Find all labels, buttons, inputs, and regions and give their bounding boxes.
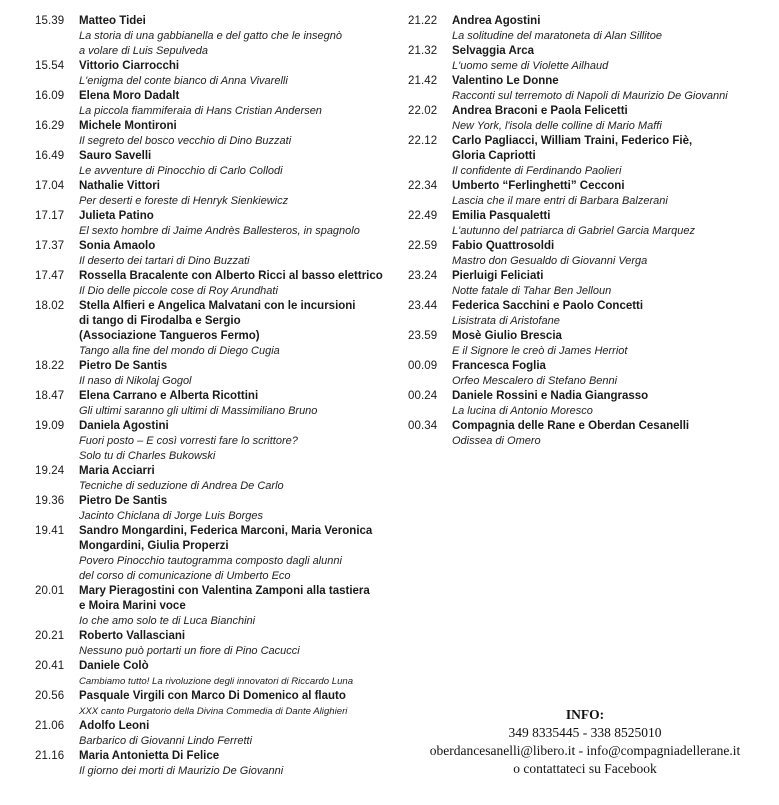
info-box (400, 706, 770, 778)
schedule-entry (408, 209, 768, 239)
entry-work: Per deserti e foreste di Henryk Sienkiewicz (79, 195, 289, 207)
entry-body (79, 464, 387, 494)
info-phones: 349 8335445 - 338 8525010 (508, 725, 662, 740)
entry-work: Io che amo solo te di Luca Bianchini (79, 615, 256, 627)
entry-performer: Stella Alfieri e Angelica Malvatani con le incursioni di tango di Firodalba e Sergio (Associazione Tangueros Fermo) (79, 300, 356, 342)
entry-performer: Andrea Agostini (452, 15, 541, 27)
entry-time: 17.47 (35, 270, 65, 282)
entry-work: Il segreto del bosco vecchio di Dino Buzzati (79, 135, 292, 147)
entry-time: 23.44 (408, 300, 438, 312)
entry-body (79, 749, 387, 779)
schedule-entry (35, 419, 387, 464)
entry-time: 23.59 (408, 330, 438, 342)
entry-work: Lascia che il mare entri di Barbara Balzerani (452, 195, 668, 207)
entry-work: El sexto hombre di Jaime Andrès Ballesteros, in spagnolo (79, 225, 360, 237)
schedule-entry (35, 389, 387, 419)
entry-time: 21.06 (35, 720, 65, 732)
entry-body (79, 524, 387, 584)
entry-body (452, 239, 768, 269)
schedule-entry (35, 689, 387, 719)
entry-time: 20.56 (35, 690, 65, 702)
entry-body (79, 719, 387, 749)
entry-performer: Umberto “Ferlinghetti” Cecconi (452, 180, 625, 192)
entry-work: La solitudine del maratoneta di Alan Sillitoe (452, 30, 662, 42)
schedule-entry (35, 209, 387, 239)
entry-performer: Matteo Tidei (79, 15, 146, 27)
entry-time: 22.34 (408, 180, 438, 192)
schedule-entry (35, 59, 387, 89)
schedule-entry (408, 134, 768, 179)
entry-time: 21.42 (408, 75, 438, 87)
entry-body (452, 269, 768, 299)
entry-work: La lucina di Antonio Moresco (452, 405, 593, 417)
entry-performer: Pietro De Santis (79, 360, 168, 372)
entry-performer: Mary Pieragostini con Valentina Zamponi alla tastiera e Moira Marini voce (79, 585, 370, 612)
entry-time: 15.54 (35, 60, 65, 72)
entry-performer: Fabio Quattrosoldi (452, 240, 555, 252)
schedule-entry (408, 44, 768, 74)
schedule-entry (408, 329, 768, 359)
entry-time: 18.02 (35, 300, 65, 312)
entry-work: Barbarico di Giovanni Lindo Ferretti (79, 735, 253, 747)
entry-performer: Pietro De Santis (79, 495, 168, 507)
entry-body (452, 134, 768, 179)
entry-performer: Francesca Foglia (452, 360, 546, 372)
entry-work: Tango alla fine del mondo di Diego Cugia (79, 345, 280, 357)
entry-performer: Adolfo Leoni (79, 720, 150, 732)
entry-performer: Pierluigi Feliciati (452, 270, 544, 282)
schedule-entry (35, 629, 387, 659)
schedule-entry (35, 359, 387, 389)
entry-performer: Daniele Rossini e Nadia Giangrasso (452, 390, 649, 402)
info-facebook: o contattateci su Facebook (513, 761, 657, 776)
entry-work: Nessuno può portarti un fiore di Pino Cacucci (79, 645, 300, 657)
entry-body (79, 299, 387, 359)
schedule-right-column (408, 14, 768, 449)
entry-work: L'uomo seme di Violette Ailhaud (452, 60, 609, 72)
entry-body (452, 329, 768, 359)
entry-body (79, 209, 387, 239)
entry-time: 17.04 (35, 180, 65, 192)
entry-time: 23.24 (408, 270, 438, 282)
entry-work: Odissea di Omero (452, 435, 541, 447)
entry-performer: Elena Carrano e Alberta Ricottini (79, 390, 259, 402)
entry-body (79, 419, 387, 464)
schedule-entry (35, 89, 387, 119)
entry-body (452, 179, 768, 209)
entry-body (79, 14, 387, 59)
entry-body (452, 104, 768, 134)
entry-work: Tecniche di seduzione di Andrea De Carlo (79, 480, 284, 492)
entry-body (452, 389, 768, 419)
entry-performer: Maria Antonietta Di Felice (79, 750, 220, 762)
entry-performer: Carlo Pagliacci, William Traini, Federico Fiè, Gloria Capriotti (452, 135, 693, 162)
entry-time: 18.22 (35, 360, 65, 372)
info-emails: oberdancesanelli@libero.it - info@compagniadellerane.it (429, 743, 741, 758)
entry-time: 00.09 (408, 360, 438, 372)
entry-work: L'autunno del patriarca di Gabriel Garcia Marquez (452, 225, 696, 237)
entry-time: 17.17 (35, 210, 65, 222)
entry-body (79, 494, 387, 524)
schedule-entry (35, 524, 387, 584)
entry-work: Le avventure di Pinocchio di Carlo Collodi (79, 165, 283, 177)
entry-body (79, 59, 387, 89)
entry-work: Fuori posto – E così vorresti fare lo scrittore? Solo tu di Charles Bukowski (79, 435, 298, 462)
entry-performer: Sandro Mongardini, Federica Marconi, Maria Veronica Mongardini, Giulia Properzi (79, 525, 373, 552)
schedule-entry (408, 359, 768, 389)
entry-body (79, 269, 387, 299)
entry-work: New York, l'isola delle colline di Mario Maffi (452, 120, 662, 132)
schedule-entry (35, 14, 387, 59)
schedule-entry (35, 584, 387, 629)
entry-work: Lisistrata di Aristofane (452, 315, 560, 327)
entry-work: La piccola fiammiferaia di Hans Cristian Andersen (79, 105, 322, 117)
entry-time: 18.47 (35, 390, 65, 402)
entry-time: 15.39 (35, 15, 65, 27)
entry-performer: Maria Acciarri (79, 465, 155, 477)
entry-body (79, 89, 387, 119)
entry-performer: Vittorio Ciarrocchi (79, 60, 180, 72)
entry-work: Mastro don Gesualdo di Giovanni Verga (452, 255, 648, 267)
entry-work: Il Dio delle piccole cose di Roy Arundhati (79, 285, 278, 297)
entry-time: 22.12 (408, 135, 438, 147)
schedule-entry (35, 269, 387, 299)
entry-time: 20.41 (35, 660, 65, 672)
entry-performer: Selvaggia Arca (452, 45, 535, 57)
schedule-entry (35, 659, 387, 689)
schedule-entry (408, 389, 768, 419)
entry-time: 17.37 (35, 240, 65, 252)
entry-time: 19.41 (35, 525, 65, 537)
schedule-entry (35, 239, 387, 269)
entry-work: Jacinto Chiclana di Jorge Luis Borges (79, 510, 264, 522)
entry-work: Notte fatale di Tahar Ben Jelloun (452, 285, 612, 297)
entry-performer: Compagnia delle Rane e Oberdan Cesanelli (452, 420, 690, 432)
entry-time: 21.22 (408, 15, 438, 27)
entry-performer: Michele Montironi (79, 120, 177, 132)
entry-work: Il giorno dei morti di Maurizio De Giovanni (79, 765, 284, 777)
entry-body (79, 584, 387, 629)
entry-time: 16.29 (35, 120, 65, 132)
entry-performer: Rossella Bracalente con Alberto Ricci al basso elettrico (79, 270, 383, 282)
entry-time: 21.16 (35, 750, 65, 762)
entry-performer: Elena Moro Dadalt (79, 90, 180, 102)
schedule-entry (408, 14, 768, 44)
schedule-entry (35, 464, 387, 494)
entry-work: Povero Pinocchio tautogramma composto dagli alunni del corso di comunicazione di Umberto Eco (79, 555, 342, 582)
entry-body (452, 359, 768, 389)
entry-body (452, 419, 768, 449)
entry-performer: Daniele Colò (79, 660, 149, 672)
entry-time: 22.59 (408, 240, 438, 252)
schedule-entry (35, 494, 387, 524)
entry-performer: Nathalie Vittori (79, 180, 160, 192)
entry-body (452, 14, 768, 44)
schedule-entry (35, 719, 387, 749)
entry-performer: Sonia Amaolo (79, 240, 156, 252)
entry-work: Racconti sul terremoto di Napoli di Maurizio De Giovanni (452, 90, 728, 102)
entry-time: 19.36 (35, 495, 65, 507)
schedule-entry (35, 119, 387, 149)
schedule-left-column (35, 14, 387, 779)
schedule-entry (35, 299, 387, 359)
schedule-entry (408, 104, 768, 134)
entry-performer: Andrea Braconi e Paola Felicetti (452, 105, 628, 117)
entry-time: 16.09 (35, 90, 65, 102)
schedule-entry (408, 74, 768, 104)
entry-work: E il Signore le creò di James Herriot (452, 345, 628, 357)
entry-body (452, 44, 768, 74)
entry-time: 22.02 (408, 105, 438, 117)
entry-time: 20.21 (35, 630, 65, 642)
entry-performer: Federica Sacchini e Paolo Concetti (452, 300, 644, 312)
info-title: INFO: (565, 707, 605, 722)
entry-performer: Emilia Pasqualetti (452, 210, 551, 222)
schedule-entry (408, 269, 768, 299)
entry-work: Cambiamo tutto! La rivoluzione degli innovatori di Riccardo Luna (79, 676, 354, 687)
entry-work: Gli ultimi saranno gli ultimi di Massimiliano Bruno (79, 405, 318, 417)
entry-time: 00.24 (408, 390, 438, 402)
entry-time: 19.24 (35, 465, 65, 477)
entry-performer: Pasquale Virgili con Marco Di Domenico al flauto (79, 690, 346, 702)
entry-performer: Julieta Patino (79, 210, 154, 222)
entry-time: 20.01 (35, 585, 65, 597)
entry-performer: Roberto Vallasciani (79, 630, 186, 642)
entry-time: 19.09 (35, 420, 65, 432)
entry-body (79, 659, 387, 689)
schedule-entry (35, 179, 387, 209)
entry-body (79, 149, 387, 179)
entry-body (452, 209, 768, 239)
entry-body (79, 389, 387, 419)
entry-time: 00.34 (408, 420, 438, 432)
entry-body (79, 629, 387, 659)
schedule-entry (35, 749, 387, 779)
entry-body (79, 239, 387, 269)
schedule-entry (35, 149, 387, 179)
entry-work: Il deserto dei tartari di Dino Buzzati (79, 255, 250, 267)
entry-body (79, 689, 387, 719)
entry-body (452, 299, 768, 329)
entry-work: L'enigma del conte bianco di Anna Vivarelli (79, 75, 288, 87)
entry-performer: Mosè Giulio Brescia (452, 330, 562, 342)
entry-work: Orfeo Mescalero di Stefano Benni (452, 375, 618, 387)
entry-work: Il naso di Nikolaj Gogol (79, 375, 192, 387)
entry-body (79, 179, 387, 209)
entry-time: 22.49 (408, 210, 438, 222)
schedule-entry (408, 239, 768, 269)
entry-time: 16.49 (35, 150, 65, 162)
entry-body (79, 359, 387, 389)
schedule-entry (408, 179, 768, 209)
entry-performer: Daniela Agostini (79, 420, 169, 432)
entry-body (452, 74, 768, 104)
schedule-entry (408, 299, 768, 329)
schedule-entry (408, 419, 768, 449)
entry-performer: Valentino Le Donne (452, 75, 559, 87)
entry-work: Il confidente di Ferdinando Paolieri (452, 165, 622, 177)
entry-performer: Sauro Savelli (79, 150, 152, 162)
entry-time: 21.32 (408, 45, 438, 57)
entry-work: XXX canto Purgatorio della Divina Commedia di Dante Alighieri (79, 706, 348, 717)
entry-body (79, 119, 387, 149)
entry-work: La storia di una gabbianella e del gatto che le insegnò a volare di Luis Sepulveda (79, 30, 342, 57)
